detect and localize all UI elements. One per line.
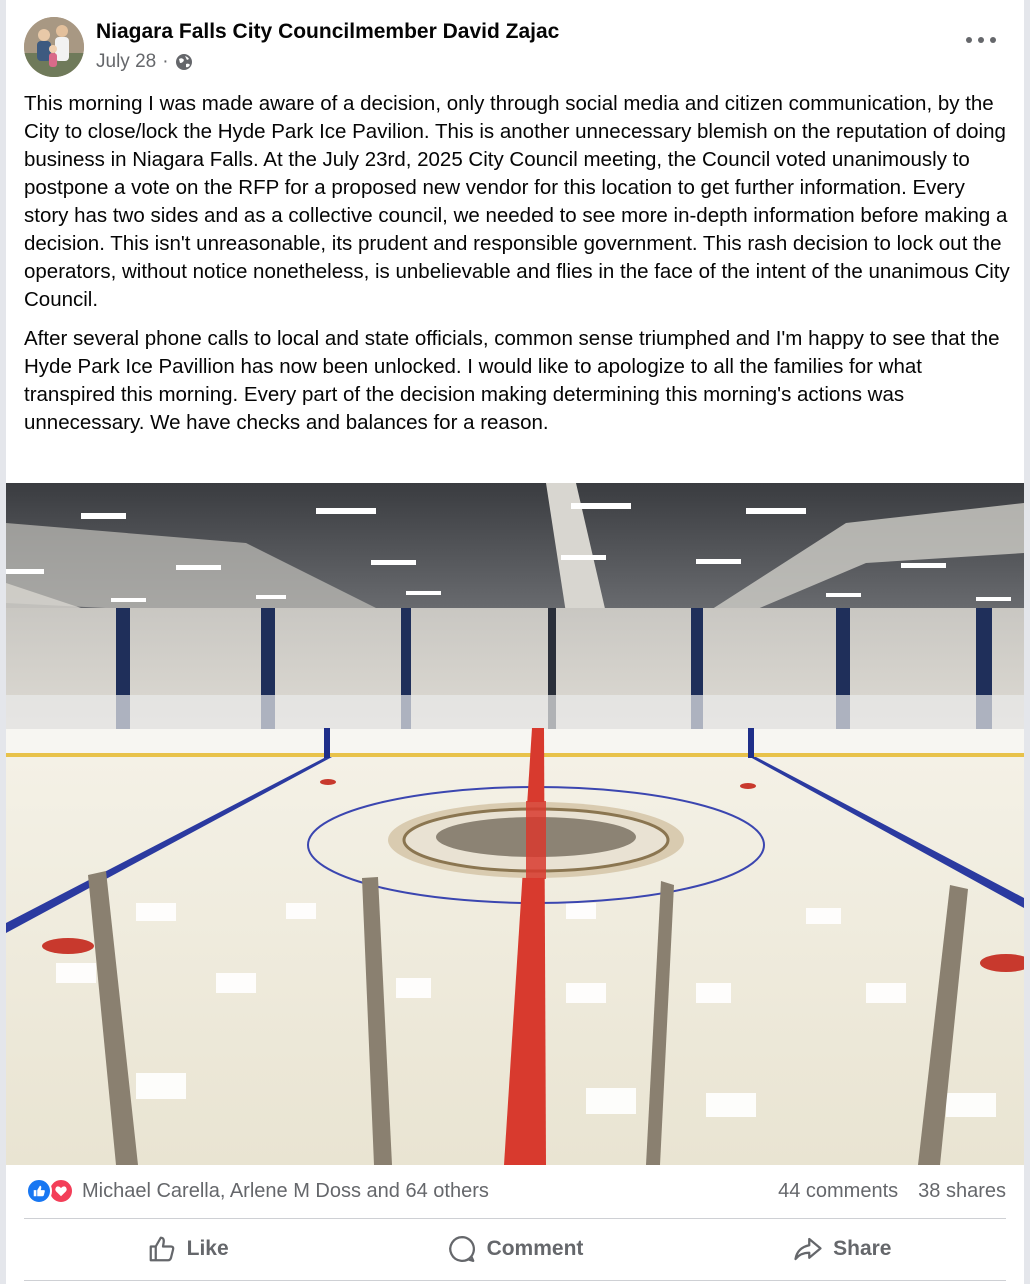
- bottom-divider: [24, 1280, 1006, 1281]
- thumbs-up-icon: [147, 1234, 177, 1264]
- like-button[interactable]: [24, 1220, 351, 1278]
- meta-separator: ·: [162, 51, 169, 72]
- post-text: [24, 90, 1014, 448]
- post-meta: [96, 51, 193, 73]
- author-name[interactable]: Niagara Falls City Councilmember David Zajac: [96, 20, 560, 43]
- share-label: Share: [833, 1237, 892, 1260]
- share-button[interactable]: [679, 1220, 1006, 1278]
- post-header: [6, 0, 1024, 90]
- globe-icon: [175, 53, 193, 71]
- post-photo-ice-rink[interactable]: [6, 483, 1024, 1165]
- like-label: Like: [186, 1237, 229, 1260]
- post-paragraph-1: This morning I was made aware of a decision, only through social media and citizen communication, by the City to close/lock the Hyde Park Ice Pavilion. This is another unnecessary blemish on the reputation of doing business in Niagara Falls. At the July 23rd, 2025 City Council meeting, the Council voted unanimously to postpone a vote on the RFP for a proposed new vendor for this location to get further information. Every story has two sides and as a collective council, we needed to see more in-depth information before making a decision. This isn't unreasonable, its prudent and responsible government. This rash decision to lock out the operators, without notice nonetheless, is unbelievable and flies in the face of the intent of the unanimous City Council.: [24, 92, 1010, 311]
- post-card: [6, 0, 1024, 1284]
- divider: [24, 1218, 1006, 1219]
- comment-button[interactable]: [351, 1220, 678, 1278]
- post-paragraph-2: After several phone calls to local and state officials, common sense triumphed and I'm happy to see that the Hyde Park Ice Pavillion has now been unlocked. I would like to apologize to all the families for what transpired this morning. Every part of the decision making determining this morning's actions was unnecessary. We have checks and balances for a reason.: [24, 327, 1000, 434]
- shares-count[interactable]: 38 shares: [918, 1180, 1006, 1202]
- engagement-counts: [778, 1180, 1006, 1203]
- post-date[interactable]: July 28: [96, 51, 157, 72]
- share-icon: [793, 1234, 823, 1264]
- avatar-photo: [24, 17, 84, 77]
- post-actions: [24, 1220, 1006, 1278]
- comments-count[interactable]: 44 comments: [778, 1180, 899, 1202]
- more-options-icon[interactable]: [966, 30, 996, 50]
- post-stats: [6, 1166, 1024, 1218]
- comment-label: Comment: [486, 1237, 584, 1260]
- reaction-names[interactable]: Michael Carella, Arlene M Doss and 64 others: [82, 1179, 489, 1202]
- comment-icon: [447, 1234, 477, 1264]
- reactions-summary[interactable]: [26, 1178, 489, 1204]
- avatar[interactable]: [24, 17, 84, 77]
- like-reaction-icon: [26, 1178, 52, 1204]
